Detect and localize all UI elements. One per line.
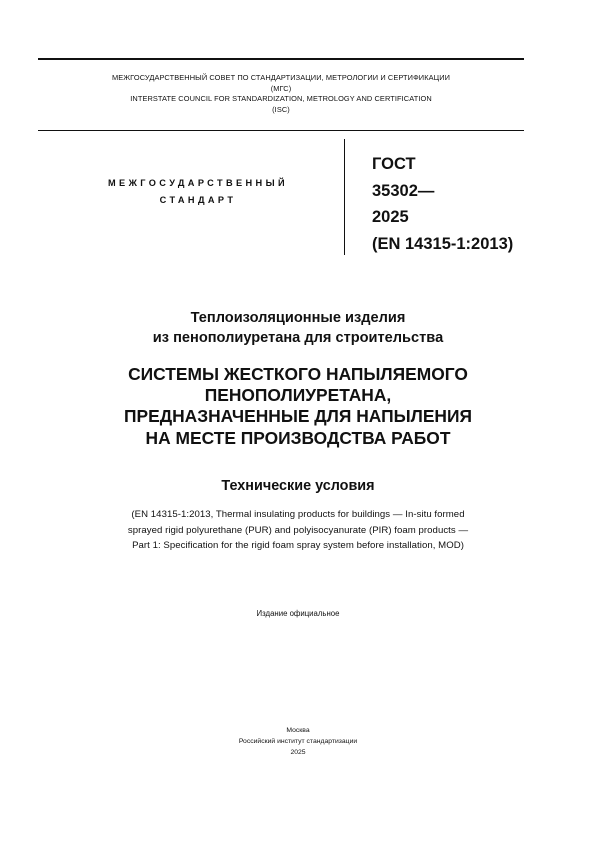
standard-kind-line2: СТАНДАРТ (159, 195, 237, 205)
designation-year: 2025 (372, 208, 409, 226)
reference-line3: Part 1: Specification for the rigid foam spray system before installation, MOD) (132, 540, 464, 551)
document-title (38, 364, 558, 449)
council-name-ru: МЕЖГОСУДАРСТВЕННЫЙ СОВЕТ ПО СТАНДАРТИЗАЦИИ, МЕТРОЛОГИИ И СЕРТИФИКАЦИИ (111, 73, 451, 82)
reference-line1: (EN 14315-1:2013, Thermal insulating products for buildings — In-situ formed (131, 509, 465, 520)
imprint-publisher: Российский институт стандартизации (238, 738, 358, 745)
english-reference (38, 507, 558, 554)
title-line4: НА МЕСТЕ ПРОИЗВОДСТВА РАБОТ (145, 427, 451, 448)
council-abbr-ru: (МГС) (270, 83, 292, 93)
standard-kind-line1: МЕЖГОСУДАРСТВЕННЫЙ (107, 178, 288, 188)
title-line3: ПРЕДНАЗНАЧЕННЫЕ ДЛЯ НАПЫЛЕНИЯ (124, 406, 472, 427)
council-abbr-en: (ISC) (272, 104, 290, 114)
header-separator-rule (38, 130, 524, 131)
designation-divider (344, 139, 345, 255)
standard-designation (372, 151, 513, 257)
subtitle-line2: из пенополиуретана для строительства (152, 330, 444, 346)
tech-conditions-heading: Технические условия (221, 478, 375, 494)
council-name-en: INTERSTATE COUNCIL FOR STANDARDIZATION, METROLOGY AND CERTIFICATION (130, 94, 432, 104)
imprint-city: Москва (286, 727, 310, 734)
subtitle-line1: Теплоизоляционные изделия (190, 310, 406, 326)
designation-equivalent: (EN 14315-1:2013) (372, 234, 514, 253)
designation-number: 35302— (372, 181, 435, 200)
imprint-year: 2025 (290, 749, 306, 756)
title-line1: СИСТЕМЫ ЖЕСТКОГО НАПЫЛЯЕМОГО (128, 364, 468, 384)
reference-line2: sprayed rigid polyurethane (PUR) and polyisocyanurate (PIR) foam products — (127, 524, 469, 536)
publisher-imprint (38, 725, 558, 758)
designation-prefix: ГОСТ (372, 155, 416, 173)
title-line2: ПЕНОПОЛИУРЕТАНА, (204, 385, 392, 406)
standard-kind-label (62, 175, 334, 209)
document-subtitle (38, 308, 558, 348)
official-edition-note: Издание официальное (256, 609, 340, 618)
council-header (38, 73, 524, 115)
header-top-rule (38, 58, 524, 60)
